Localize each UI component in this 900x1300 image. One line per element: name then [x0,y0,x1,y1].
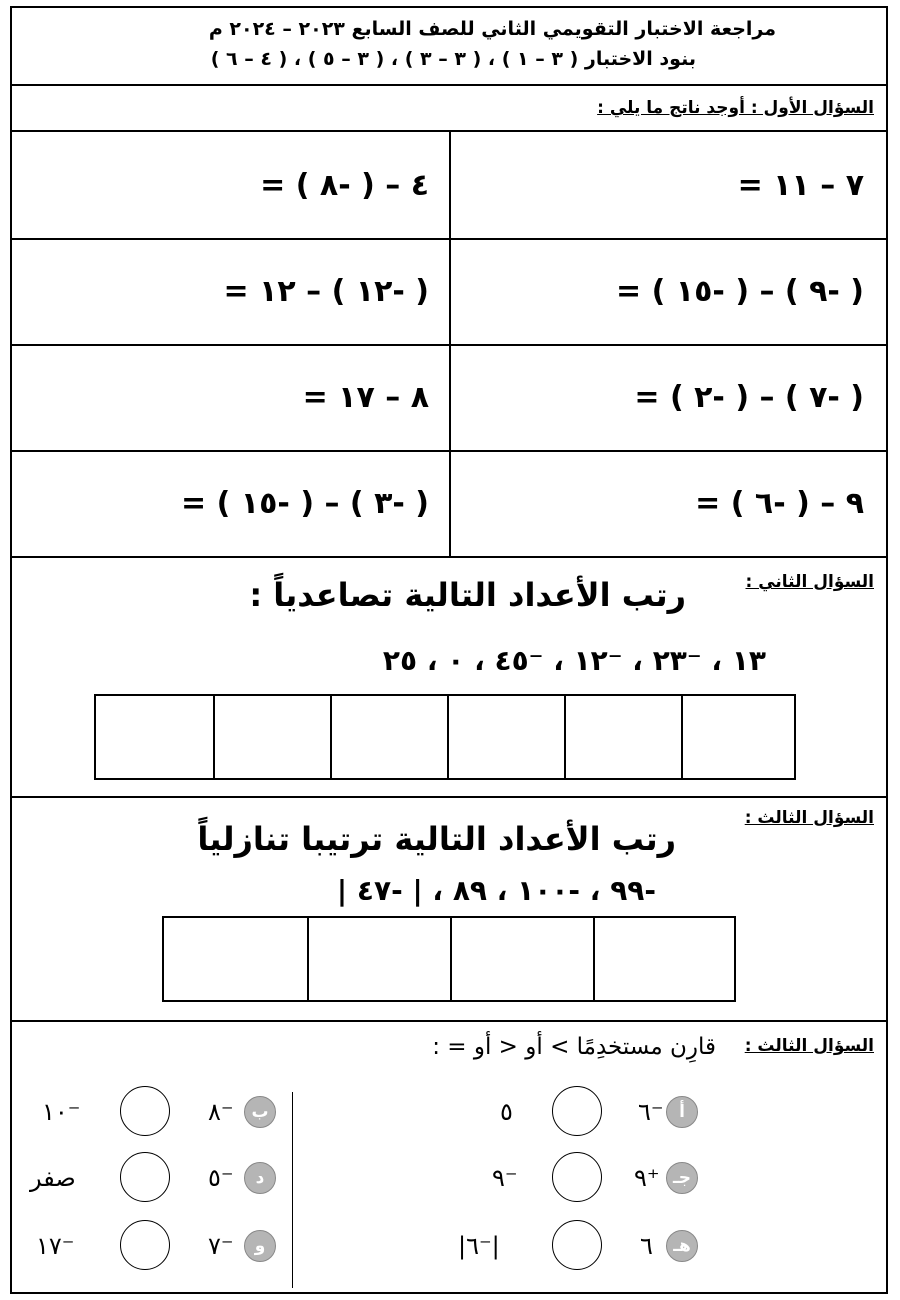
q3-numbers: -٩٩ ، -١٠٠ ، ٨٩ ، | -٤٧ | [336,874,656,907]
compare-right-value: ٩⁻ [492,1164,518,1192]
q1-title: السؤال الأول : أوجد ناتج ما يلي : [597,98,874,118]
compare-left-value: ٥⁻ [208,1164,234,1192]
compare-answer-circle[interactable] [552,1220,602,1270]
answer-box[interactable] [593,918,734,1000]
compare-right-value: ١٧⁻ [36,1232,75,1260]
answer-box[interactable] [213,696,330,778]
header [12,8,886,84]
q2-label: السؤال الثاني : [745,572,874,592]
q1-cell[interactable]: ( -٩ ) – ( -١٥ ) = [616,273,864,309]
compare-right-value: ١٠⁻ [42,1098,81,1126]
q1-cell[interactable]: ( -٧ ) – ( -٢ ) = [634,379,864,415]
divider [12,1020,886,1022]
q2-numbers: ١٣ ، ⁻٢٣ ، ⁻١٢ ، ⁻٤٥ ، ٠ ، ٢٥ [382,644,766,677]
q1-cell[interactable]: ٨ – ١٧ = [302,379,429,415]
letter-badge-dal: د [244,1162,276,1194]
compare-right-value: |٦⁻| [458,1232,500,1260]
q1-cell[interactable]: ٧ – ١١ = [737,167,864,203]
q1-cell[interactable]: ٩ – ( -٦ ) = [695,485,864,521]
compare-answer-circle[interactable] [120,1152,170,1202]
q3-label: السؤال الثالث : [744,808,874,828]
divider [12,84,886,86]
q4-title: قارِن مستخدِمًا > أو < أو = : [432,1034,716,1060]
compare-left-value: ٨⁻ [208,1098,234,1126]
q4-label: السؤال الثالث : [744,1036,874,1056]
answer-box[interactable] [450,918,593,1000]
answer-box[interactable] [96,696,213,778]
compare-left-value: ٦ [640,1232,653,1260]
compare-left-value: ٩⁺ [634,1164,660,1192]
letter-badge-jeem: جـ [666,1162,698,1194]
letter-badge-waw: و [244,1230,276,1262]
q1-cell[interactable]: ٤ – ( -٨ ) = [260,167,429,203]
letter-badge-haa: هـ [666,1230,698,1262]
compare-right-value: صفر [30,1164,76,1192]
answer-box[interactable] [681,696,794,778]
letter-badge-a: أ [666,1096,698,1128]
compare-answer-circle[interactable] [120,1220,170,1270]
compare-answer-circle[interactable] [552,1152,602,1202]
header-test-items: بنود الاختبار ( ٣ – ١ ) ، ( ٣ – ٣ ) ، ( ٣ – ٥ ) ، ( ٤ – ٦ ) [210,48,696,70]
divider [12,796,886,798]
divider [12,450,886,452]
compare-answer-circle[interactable] [120,1086,170,1136]
divider [12,344,886,346]
answer-box[interactable] [564,696,681,778]
q1-cell[interactable]: ( -٣ ) – ( -١٥ ) = [181,485,429,521]
q3-answer-boxes [162,916,736,1002]
answer-box[interactable] [447,696,564,778]
divider [12,238,886,240]
letter-badge-baa: ب [244,1096,276,1128]
compare-left-value: ٦⁻ [638,1098,664,1126]
answer-box[interactable] [164,918,307,1000]
compare-answer-circle[interactable] [552,1086,602,1136]
q1-cell[interactable]: ( -١٢ ) – ١٢ = [223,273,429,309]
q2-title: رتب الأعداد التالية تصاعدياً : [249,576,686,614]
compare-left-value: ٧⁻ [208,1232,234,1260]
answer-box[interactable] [330,696,447,778]
header-title: مراجعة الاختبار التقويمي الثاني للصف السابع ٢٠٢٣ – ٢٠٢٤ م [208,18,776,40]
divider [12,556,886,558]
answer-box[interactable] [307,918,450,1000]
worksheet [10,6,888,1294]
compare-right-value: ٥ [500,1098,513,1126]
q2-answer-boxes [94,694,796,780]
q4-column-divider [292,1092,293,1288]
q3-title: رتب الأعداد التالية ترتيبا تنازلياً [197,820,676,858]
